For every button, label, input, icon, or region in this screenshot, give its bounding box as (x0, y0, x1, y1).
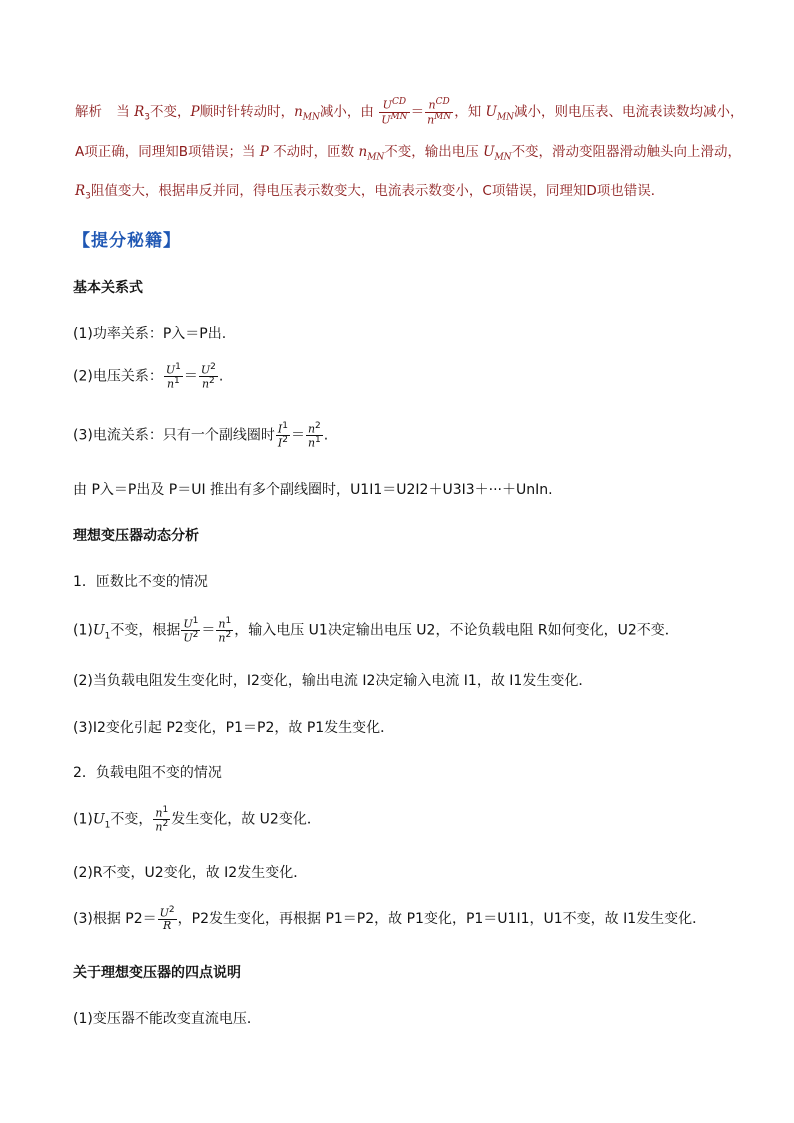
section-title: 【提分秘籍】 (73, 231, 181, 251)
heading-four-notes: 关于理想变压器的四点说明 (73, 965, 241, 981)
fraction-n2-n1: $\frac{n^2}{n^1}$ (307, 421, 321, 450)
analysis-text: 阻值变大，根据串反并同，得电压表示数变大，电流表示数变小，C项错误，同理知D项也错误． (90, 183, 665, 200)
power-relation: (1)功率关系：P入＝P出. (73, 326, 227, 342)
fraction-ucd-umn: $\frac{U^{CD}}{U^{MN}}$ (381, 97, 408, 127)
analysis-text: 不变，输出电压 (384, 143, 479, 160)
case1-item1: $(1)U_1$不变，根据 $\frac{U^1}{U^2}$ ＝ $\frac{n^1}{n^2}$ ，输入电压 U1决定输出电压 U2，不论负载电阻 R如何变化，U2不变． (73, 616, 679, 645)
case1-item3: (3)I2变化引起 P2变化，P1＝P2，故 P1发生变化． (73, 720, 395, 736)
case2-item1: $(1)U_1$不变， $\frac{n^1}{n^2}$ 发生变化，故 U2变化． (73, 805, 321, 834)
heading-basic-relations: 基本关系式 (73, 280, 143, 296)
fraction-n1-n2: $\frac{n^1}{n^2}$ (218, 616, 232, 645)
analysis-text: 不变，滑动变阻器滑动触头向上滑动， (511, 143, 742, 160)
case1-item2: (2)当负载电阻发生变化时，I2变化，输出电流 I2决定输入电流 I1，故 I1发生变化． (73, 673, 593, 689)
fraction-u2sq-r: $\frac{U^2}{R}$ (159, 905, 175, 933)
power-formula: P入＝P出. (162, 326, 227, 342)
analysis-text: 顺时针转动时， (199, 104, 295, 120)
analysis-text: 减小，由 (319, 104, 374, 120)
case-ratio-constant: 1．匝数比不变的情况 (73, 574, 208, 590)
fraction-u1-n1: $\frac{U^1}{n^1}$ (165, 362, 181, 391)
fraction-u2-n2: $\frac{U^2}{n^2}$ (200, 362, 216, 391)
fraction-ncd-nmn: $\frac{n^{CD}}{n^{MN}}$ (427, 97, 452, 127)
multi-coil-relation: 由 P入＝P出及 P＝UI 推出有多个副线圈时，U1I1＝U2I2＋U3I3＋···＋UnIn. (73, 482, 553, 498)
current-relation: (3)电流关系：只有一个副线圈时 $\frac{I^1}{I^2}$ ＝ $\frac{n^2}{n^1}$ . (73, 421, 329, 450)
fraction-n1-n2-ratio: $\frac{n^1}{n^2}$ (155, 805, 169, 834)
voltage-relation: (2)电压关系： $\frac{U^1}{n^1}$ ＝ $\frac{U^2}{n^2}$ . (73, 362, 224, 391)
analysis-text: ，知 (454, 104, 482, 120)
fraction-i1-i2: $\frac{I^1}{I^2}$ (277, 421, 288, 450)
case2-item2: (2)R不变，U2变化，故 I2发生变化． (73, 865, 308, 881)
case2-item3: (3)根据 P2＝ $\frac{U^2}{R}$ ，P2发生变化，再根据 P1＝P2，故 P1变化，P1＝U1I1，U1不变，故 I1发生变化． (73, 905, 707, 933)
analysis-text: 减小，则电压表、电流表读数均减小，A项正确，同理知B项错误；当 (75, 104, 744, 160)
analysis-paragraph: 解析 当 $R_3$不变，P顺时针转动时，$n_{MN}$减小，由 $\frac{U^{CD}}{U^{MN}}$ ＝ $\frac{n^{CD}}{n^{MN}}$ ，知 $U_{MN}$减小，则电压表、电流表读数均减小，A项正确，同理知B项错误；当 P 不动时，匝数 $n_{MN}$不变，输出电压 $U_{MN}$不变，滑动变阻器滑动触头向上滑动，$R_3$阻值变大，根据串反并同，得电压表示数变大，电流表示数变小，C项错误，同理知D项也错误． (75, 97, 744, 203)
analysis-text: 不动时，匝数 (273, 143, 355, 160)
fraction-u1-u2: $\frac{U^1}{U^2}$ (183, 616, 199, 645)
multi-coil-formula: U1I1＝U2I2＋U3I3＋···＋UnIn. (350, 482, 553, 498)
note-item1: (1)变压器不能改变直流电压． (73, 1011, 261, 1027)
analysis-tag: 解析 (75, 104, 102, 120)
case-load-constant: 2．负载电阻不变的情况 (73, 765, 222, 781)
analysis-text: 不变， (150, 104, 191, 120)
analysis-text: 当 (116, 104, 130, 120)
heading-dynamic-analysis: 理想变压器动态分析 (73, 528, 199, 544)
